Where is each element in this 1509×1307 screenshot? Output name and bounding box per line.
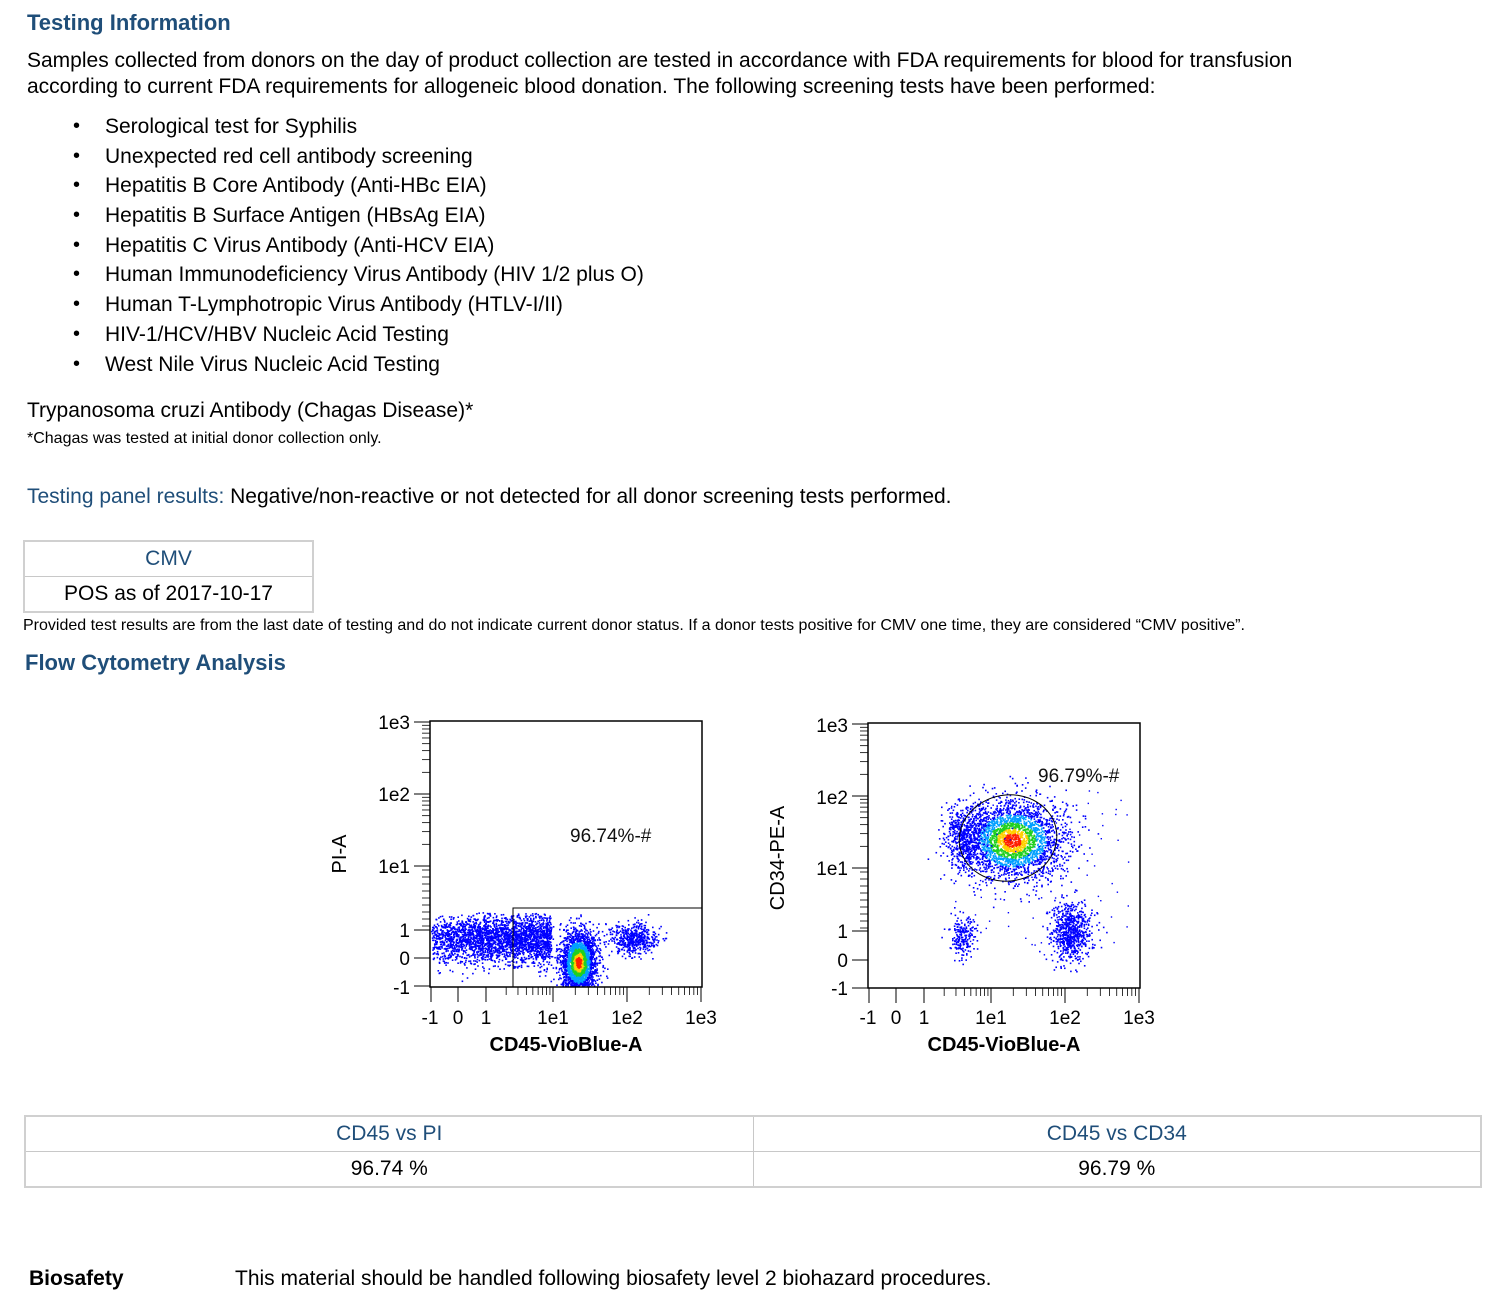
y-tick-label: 1e3 bbox=[378, 713, 410, 734]
x-tick-label: 1 bbox=[918, 1008, 930, 1029]
testing-intro bbox=[27, 48, 1487, 100]
cd45-vs-pi-plot bbox=[310, 700, 730, 1070]
x-tick-label: 1 bbox=[480, 1008, 492, 1029]
y-tick-label: 1 bbox=[837, 922, 848, 943]
y-tick-label: 1 bbox=[399, 921, 410, 942]
x-tick-label: 1e2 bbox=[1049, 1008, 1081, 1029]
x-tick-label: 1e1 bbox=[975, 1008, 1007, 1029]
x-tick-label: -1 bbox=[421, 1008, 439, 1029]
intro-line-1: Samples collected from donors on the day of product collection are tested in accordance with FDA requirements for blood for transfusion bbox=[27, 49, 1293, 72]
bullet-icon: • bbox=[73, 115, 81, 137]
bullet-icon: • bbox=[73, 233, 81, 256]
bullet-icon: • bbox=[73, 174, 81, 197]
test-name: Hepatitis C Virus Antibody (Anti-HCV EIA) bbox=[105, 233, 495, 257]
x-tick-label: 0 bbox=[452, 1008, 464, 1029]
test-name: Hepatitis B Core Antibody (Anti-HBc EIA) bbox=[105, 174, 487, 198]
bullet-icon: • bbox=[73, 263, 81, 286]
y-axis-label: CD34-PE-A bbox=[767, 805, 789, 911]
table-cell: 96.74 % bbox=[25, 1152, 753, 1188]
list-item bbox=[27, 320, 927, 350]
x-tick-label: 1e2 bbox=[611, 1008, 643, 1029]
scatter-points bbox=[431, 912, 667, 987]
x-tick-label: 1e3 bbox=[1123, 1008, 1155, 1029]
list-item bbox=[27, 231, 927, 261]
y-tick-label: 1e2 bbox=[816, 788, 848, 809]
y-tick-label: 0 bbox=[399, 949, 410, 970]
column-header: CD45 vs PI bbox=[25, 1116, 753, 1152]
table-cell: 96.79 % bbox=[753, 1152, 1481, 1188]
bullet-icon: • bbox=[73, 322, 81, 345]
list-item bbox=[27, 171, 927, 201]
cd45-vs-cd34-plot bbox=[750, 700, 1170, 1070]
chagas-test: Trypanosoma cruzi Antibody (Chagas Disease)* bbox=[27, 399, 474, 422]
flow-cytometry-title: Flow Cytometry Analysis bbox=[25, 650, 286, 675]
biosafety-text: This material should be handled following biosafety level 2 biohazard procedures. bbox=[235, 1267, 992, 1290]
test-name: Unexpected red cell antibody screening bbox=[105, 144, 473, 168]
bullet-icon: • bbox=[73, 352, 81, 375]
biosafety-label: Biosafety bbox=[29, 1267, 124, 1290]
x-tick-label: 1e1 bbox=[537, 1008, 569, 1029]
y-minor-ticks bbox=[860, 727, 868, 928]
list-item bbox=[27, 201, 927, 231]
testing-information-title: Testing Information bbox=[27, 10, 231, 35]
test-name: West Nile Virus Nucleic Acid Testing bbox=[105, 352, 440, 376]
x-tick-label: 1e3 bbox=[685, 1008, 717, 1029]
cmv-header: CMV bbox=[24, 541, 313, 577]
gate-label: 96.79%-# bbox=[1038, 766, 1120, 787]
x-tick-label: -1 bbox=[859, 1008, 877, 1029]
y-tick-label: -1 bbox=[393, 978, 410, 999]
x-axis-label: CD45-VioBlue-A bbox=[927, 1034, 1081, 1056]
scatter-points bbox=[928, 776, 1130, 973]
panel-results-label: Testing panel results: bbox=[27, 485, 225, 508]
cmv-note: Provided test results are from the last date of testing and do not indicate current donor status. If a donor tests positive for CMV one time, they are considered “CMV positive”. bbox=[23, 617, 1245, 634]
flow-results-table bbox=[24, 1115, 1482, 1188]
test-name: Hepatitis B Surface Antigen (HBsAg EIA) bbox=[105, 204, 486, 228]
bullet-icon: • bbox=[73, 204, 81, 227]
x-tick-label: 0 bbox=[890, 1008, 902, 1029]
test-name: HIV-1/HCV/HBV Nucleic Acid Testing bbox=[105, 322, 449, 346]
y-tick-label: 1e1 bbox=[816, 859, 848, 880]
y-tick-label: 0 bbox=[837, 951, 848, 972]
cmv-table bbox=[23, 540, 314, 613]
column-header: CD45 vs CD34 bbox=[753, 1116, 1481, 1152]
intro-line-2: according to current FDA requirements for allogeneic blood donation. The following screening tests have been performed: bbox=[27, 75, 1156, 98]
testing-panel-results bbox=[27, 484, 1427, 510]
x-minor-ticks bbox=[506, 987, 697, 995]
y-tick-label: 1e3 bbox=[816, 716, 848, 737]
gate-label: 96.74%-# bbox=[570, 826, 652, 847]
test-name: Serological test for Syphilis bbox=[105, 115, 358, 138]
chagas-note: *Chagas was tested at initial donor collection only. bbox=[27, 430, 382, 447]
test-name: Human T-Lymphotropic Virus Antibody (HTLV-I/II) bbox=[105, 293, 563, 317]
test-name: Human Immunodeficiency Virus Antibody (HIV 1/2 plus O) bbox=[105, 263, 644, 287]
y-minor-ticks bbox=[422, 725, 430, 926]
list-item bbox=[27, 350, 927, 380]
x-minor-ticks bbox=[944, 988, 1135, 996]
y-tick-label: 1e2 bbox=[378, 785, 410, 806]
bullet-icon: • bbox=[73, 293, 81, 316]
panel-results-value: Negative/non-reactive or not detected for all donor screening tests performed. bbox=[224, 485, 952, 508]
list-item bbox=[27, 112, 927, 142]
y-tick-label: 1e1 bbox=[378, 857, 410, 878]
bullet-icon: • bbox=[73, 144, 81, 167]
list-item bbox=[27, 290, 927, 320]
screening-test-list bbox=[27, 112, 927, 379]
list-item bbox=[27, 142, 927, 172]
x-axis-label: CD45-VioBlue-A bbox=[489, 1034, 643, 1056]
list-item bbox=[27, 260, 927, 290]
cmv-value: POS as of 2017-10-17 bbox=[24, 577, 313, 613]
y-tick-label: -1 bbox=[831, 979, 848, 1000]
y-axis-label: PI-A bbox=[329, 834, 351, 874]
